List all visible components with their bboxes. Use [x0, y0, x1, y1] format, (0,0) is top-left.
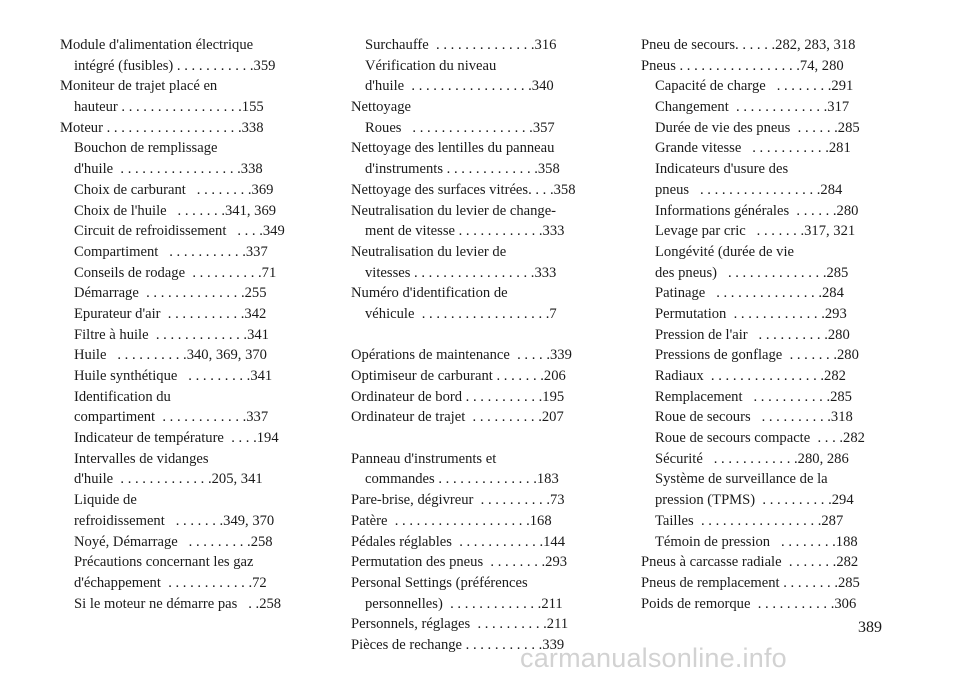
index-subentry: Indicateur de température . . . .194: [74, 430, 279, 447]
index-entry: Pédales réglables . . . . . . . . . . . .144: [351, 533, 566, 550]
index-subentry: Noyé, Démarrage . . . . . . . . .258: [74, 533, 273, 550]
index-entry: Opérations de maintenance . . . . .339: [351, 347, 572, 364]
index-subentry: Bouchon de remplissage: [74, 140, 218, 157]
index-subentry: Pressions de gonflage . . . . . . .280: [655, 347, 859, 364]
index-subentry: refroidissement . . . . . . .349, 370: [74, 512, 275, 529]
index-subentry: Patinage . . . . . . . . . . . . . . .284: [655, 285, 844, 302]
index-entry: Module d'alimentation électrique: [60, 37, 254, 53]
index-subentry: Permutation . . . . . . . . . . . . .293: [655, 305, 847, 322]
index-subentry: Levage par cric . . . . . . .317, 321: [655, 223, 856, 240]
index-subentry: pression (TPMS) . . . . . . . . . .294: [655, 492, 854, 509]
index-subentry: Démarrage . . . . . . . . . . . . . .255: [74, 285, 267, 302]
index-subentry: ment de vitesse . . . . . . . . . . . .333: [365, 223, 565, 240]
index-subentry: vitesses . . . . . . . . . . . . . . . . .333: [365, 264, 557, 281]
index-entry: Pièces de rechange . . . . . . . . . . .339: [351, 636, 565, 653]
index-entry: Panneau d'instruments et: [351, 450, 497, 467]
index-entry: Moniteur de trajet placé en: [60, 78, 218, 95]
index-entry: Permutation des pneus . . . . . . . .293: [351, 554, 568, 571]
index-subentry: Vérification du niveau: [365, 57, 497, 74]
index-subentry: Durée de vie des pneus . . . . . .285: [655, 119, 860, 136]
index-subentry: d'instruments . . . . . . . . . . . . .358: [365, 161, 560, 178]
index-column-2: [351, 35, 607, 656]
index-entry: Pneu de secours. . . . . .282, 283, 318: [641, 37, 856, 53]
index-subentry: Huile synthétique . . . . . . . . .341: [74, 368, 273, 384]
index-subentry: compartiment . . . . . . . . . . . .337: [74, 409, 269, 426]
index-subentry: intégré (fusibles) . . . . . . . . . . .359: [74, 57, 276, 74]
page-number: 389: [858, 619, 882, 636]
index-subentry: Informations générales . . . . . .280: [655, 202, 859, 219]
index-subentry: d'échappement . . . . . . . . . . . .72: [74, 574, 267, 591]
index-entry: Pare-brise, dégivreur . . . . . . . . . .73: [351, 492, 565, 509]
index-column-3: [641, 35, 897, 614]
index-entry: Patère . . . . . . . . . . . . . . . . . . .168: [351, 512, 552, 529]
index-entry: Personnels, réglages . . . . . . . . . .211: [351, 616, 569, 633]
index-subentry: pneus . . . . . . . . . . . . . . . . .284: [655, 181, 843, 198]
index-subentry: Surchauffe . . . . . . . . . . . . . .316: [365, 37, 557, 53]
index-column-1: [60, 35, 318, 614]
index-subentry: véhicule . . . . . . . . . . . . . . . . . .7: [365, 305, 557, 322]
index-entry: Ordinateur de bord . . . . . . . . . . .195: [351, 388, 565, 405]
index-subentry: Capacité de charge . . . . . . . .291: [655, 78, 854, 95]
index-subentry: Indicateurs d'usure des: [655, 161, 789, 178]
index-subentry: Epurateur d'air . . . . . . . . . . .342: [74, 305, 267, 322]
index-subentry: Huile . . . . . . . . . .340, 369, 370: [74, 347, 267, 364]
index-subentry: Choix de carburant . . . . . . . .369: [74, 181, 274, 198]
index-subentry: Choix de l'huile . . . . . . .341, 369: [74, 202, 277, 219]
index-subentry: Roue de secours compacte . . . .282: [655, 430, 865, 447]
index-subentry: Filtre à huile . . . . . . . . . . . . .341: [74, 326, 269, 343]
index-entry: Neutralisation du levier de change-: [351, 202, 557, 219]
index-subentry: Si le moteur ne démarre pas . .258: [74, 595, 282, 612]
index-entry: Optimiseur de carburant . . . . . . .206: [351, 368, 566, 384]
index-subentry: Roues . . . . . . . . . . . . . . . . .357: [365, 119, 555, 136]
index-subentry: Intervalles de vidanges: [74, 450, 209, 467]
index-subentry: Radiaux . . . . . . . . . . . . . . . .282: [655, 368, 846, 384]
index-subentry: Pression de l'air . . . . . . . . . .280: [655, 326, 850, 343]
index-subentry: Témoin de pression . . . . . . . .188: [655, 533, 858, 550]
index-entry: Moteur . . . . . . . . . . . . . . . . . . .338: [60, 119, 264, 136]
index-subentry: hauteur . . . . . . . . . . . . . . . . .155: [74, 99, 264, 116]
index-subentry: Identification du: [74, 388, 171, 405]
index-entry: Personal Settings (préférences: [351, 574, 528, 591]
index-subentry: Roue de secours . . . . . . . . . .318: [655, 409, 853, 426]
index-subentry: d'huile . . . . . . . . . . . . . . . . .338: [74, 161, 263, 178]
index-entry: Neutralisation du levier de: [351, 243, 507, 260]
index-subentry: commandes . . . . . . . . . . . . . .183: [365, 471, 559, 488]
index-subentry: Changement . . . . . . . . . . . . .317: [655, 99, 850, 116]
index-subentry: Circuit de refroidissement . . . .349: [74, 223, 285, 240]
index-subentry: Remplacement . . . . . . . . . . .285: [655, 388, 852, 405]
index-entry: Pneus à carcasse radiale . . . . . . .282: [641, 554, 859, 571]
index-gap: [351, 428, 607, 449]
index-subentry: Conseils de rodage . . . . . . . . . .71: [74, 264, 277, 281]
index-subentry: Compartiment . . . . . . . . . . .337: [74, 243, 268, 260]
index-subentry: personnelles) . . . . . . . . . . . . .211: [365, 595, 563, 612]
index-entry: Numéro d'identification de: [351, 285, 508, 302]
index-subentry: des pneus) . . . . . . . . . . . . . .285: [655, 264, 849, 281]
index-entry: Poids de remorque . . . . . . . . . . .306: [641, 595, 857, 612]
index-entry: Nettoyage des surfaces vitrées. . . .358: [351, 181, 576, 198]
index-subentry: d'huile . . . . . . . . . . . . .205, 341: [74, 471, 263, 488]
index-subentry: Sécurité . . . . . . . . . . . .280, 286: [655, 450, 849, 467]
index-subentry: Système de surveillance de la: [655, 471, 828, 488]
index-subentry: Longévité (durée de vie: [655, 243, 794, 260]
index-subentry: Tailles . . . . . . . . . . . . . . . . .287: [655, 512, 844, 529]
index-entry: Pneus . . . . . . . . . . . . . . . . .74, 280: [641, 57, 844, 74]
index-entry: Pneus de remplacement . . . . . . . .285: [641, 574, 860, 591]
index-gap: [351, 325, 607, 346]
watermark-text: carmanualsonline.info: [520, 643, 787, 673]
index-entry: Ordinateur de trajet . . . . . . . . . .207: [351, 409, 564, 426]
index-subentry: d'huile . . . . . . . . . . . . . . . . .340: [365, 78, 554, 95]
index-entry: Nettoyage: [351, 99, 411, 116]
index-entry: Nettoyage des lentilles du panneau: [351, 140, 555, 157]
index-subentry: Grande vitesse . . . . . . . . . . .281: [655, 140, 851, 157]
index-subentry: Précautions concernant les gaz: [74, 554, 254, 571]
index-subentry: Liquide de: [74, 492, 137, 509]
